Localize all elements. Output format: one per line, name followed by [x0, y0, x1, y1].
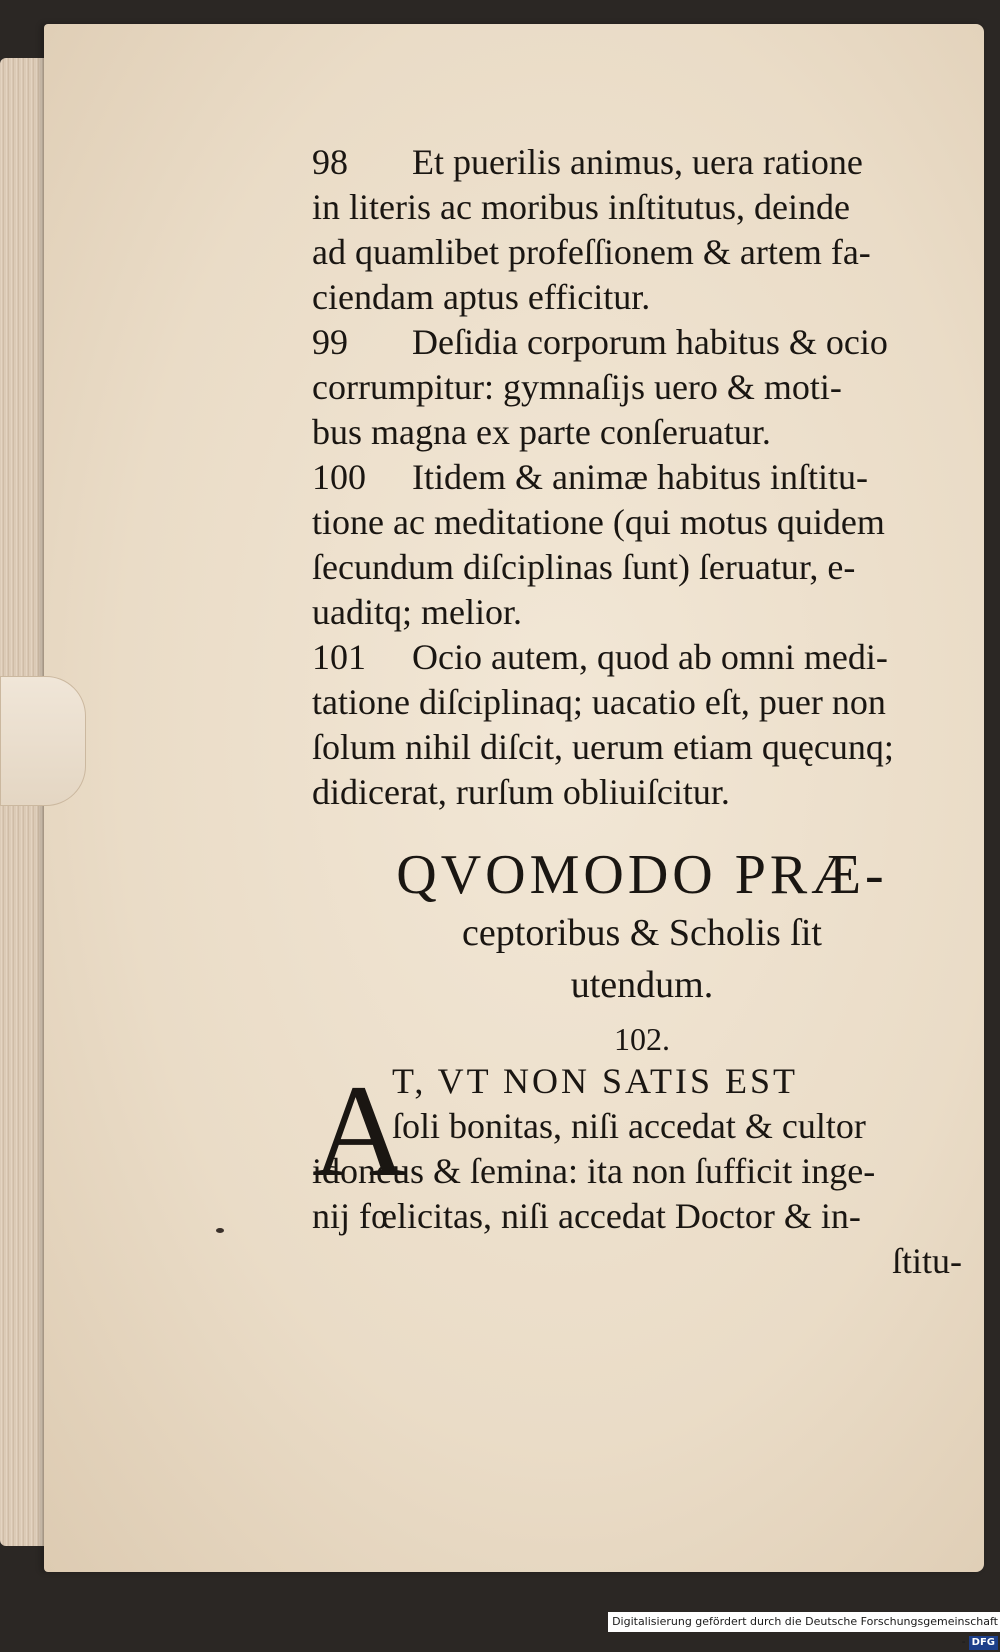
page-text [312, 140, 982, 1284]
credit-text: Digitalisierung gefördert durch die Deutsche Forschungsgemeinschaft - [612, 1615, 998, 1648]
ink-speck [216, 1228, 224, 1233]
dfg-logo: DFG [969, 1636, 998, 1650]
digitization-credit [608, 1612, 1000, 1648]
drop-cap: A [312, 1057, 408, 1204]
paragraph-number: 101 [312, 637, 366, 677]
text-line: ad quamlibet profeſſionem & artem fa- [312, 232, 871, 272]
paragraph-number: 98 [312, 142, 348, 182]
text-line: ſoli bonitas, niſi accedat & cultor [392, 1106, 866, 1146]
text-line: ciendam aptus efficitur. [312, 277, 651, 317]
chapter-heading: QVOMODO PRÆ- [396, 844, 888, 906]
section-102 [312, 1059, 982, 1284]
text-line: Ocio autem, quod ab omni medi- [412, 637, 888, 677]
text-line: idoneus & ſemina: ita non ſufficit inge- [312, 1151, 876, 1191]
paragraph-number: 99 [312, 322, 348, 362]
paragraph-99 [312, 320, 982, 455]
text-line: bus magna ex parte conſeruatur. [312, 412, 771, 452]
text-line: tatione diſciplinaq; uacatio eſt, puer non [312, 682, 886, 722]
text-line: didicerat, rurſum obliuiſcitur. [312, 772, 730, 812]
text-line: corrumpitur: gymnaſijs uero & moti- [312, 367, 842, 407]
chapter-heading-line-3: utendum. [570, 964, 714, 1006]
text-line: in literis ac moribus inſtitutus, deinde [312, 187, 850, 227]
section-number: 102. [614, 1021, 670, 1057]
text-line: Itidem & animæ habitus inſtitu- [412, 457, 868, 497]
paragraph-101 [312, 635, 982, 815]
text-line: uaditq; melior. [312, 592, 522, 632]
text-line: tione ac meditatione (qui motus quidem [312, 502, 885, 542]
text-line: Deſidia corporum habitus & ocio [412, 322, 888, 362]
text-line: nij fœlicitas, niſi accedat Doctor & in- [312, 1196, 861, 1236]
paragraph-100 [312, 455, 982, 635]
text-line: ſecundum diſciplinas ſunt) ſeruatur, e- [312, 547, 856, 587]
text-line: T, VT NON SATIS EST [392, 1061, 799, 1101]
text-line: ſolum nihil diſcit, uerum etiam quęcunq; [312, 727, 894, 767]
catchword: ſtitu- [892, 1241, 962, 1281]
bookmark-tab [0, 676, 86, 806]
chapter-heading-line-2: ceptoribus & Scholis ſit [462, 912, 822, 954]
paragraph-number: 100 [312, 457, 366, 497]
paragraph-98 [312, 140, 982, 320]
text-line: Et puerilis animus, uera ratione [412, 142, 863, 182]
